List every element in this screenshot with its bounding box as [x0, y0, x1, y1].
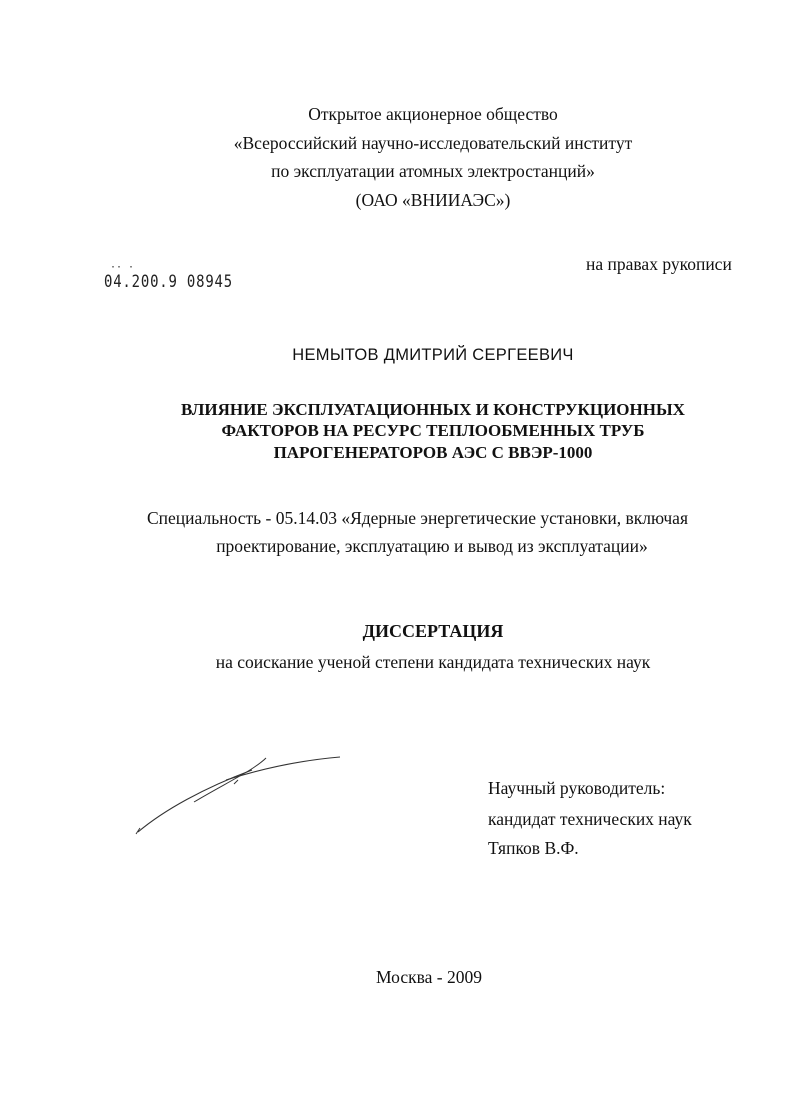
supervisor-degree: кандидат технических наук — [488, 809, 692, 829]
manuscript-note: на правах рукописи — [586, 254, 732, 274]
thesis-title-line-2: ФАКТОРОВ НА РЕСУРС ТЕПЛООБМЕННЫХ ТРУБ — [221, 421, 645, 440]
signature-scribble — [134, 750, 344, 835]
thesis-title-line-1: ВЛИЯНИЕ ЭКСПЛУАТАЦИОННЫХ И КОНСТРУКЦИОННЫХ — [181, 400, 685, 419]
supervisor-name: Тяпков В.Ф. — [488, 838, 579, 858]
organization-line-2: «Всероссийский научно-исследовательский институт — [233, 133, 633, 153]
organization-abbreviation: (ОАО «ВНИИАЭС») — [355, 190, 511, 210]
organization-line-1: Открытое акционерное общество — [308, 104, 558, 124]
registration-stamp: 04.200.9 08945 — [104, 272, 233, 292]
specialty-line-1: Специальность - 05.14.03 «Ядерные энергетические установки, включая — [147, 508, 688, 528]
organization-line-3: по эксплуатации атомных электростанций» — [271, 161, 595, 181]
dissertation-subtitle: на соискание ученой степени кандидата технических наук — [215, 652, 651, 672]
supervisor-label: Научный руководитель: — [488, 778, 666, 798]
thesis-title-line-3: ПАРОГЕНЕРАТОРОВ АЭС С ВВЭР-1000 — [273, 443, 593, 462]
author-name: НЕМЫТОВ ДМИТРИЙ СЕРГЕЕВИЧ — [292, 346, 574, 364]
specialty-line-2: проектирование, эксплуатацию и вывод из эксплуатации» — [216, 536, 648, 556]
dissertation-heading: ДИССЕРТАЦИЯ — [362, 621, 504, 641]
stamp-marks: ·· · — [110, 262, 135, 273]
city-year: Москва - 2009 — [376, 967, 482, 987]
